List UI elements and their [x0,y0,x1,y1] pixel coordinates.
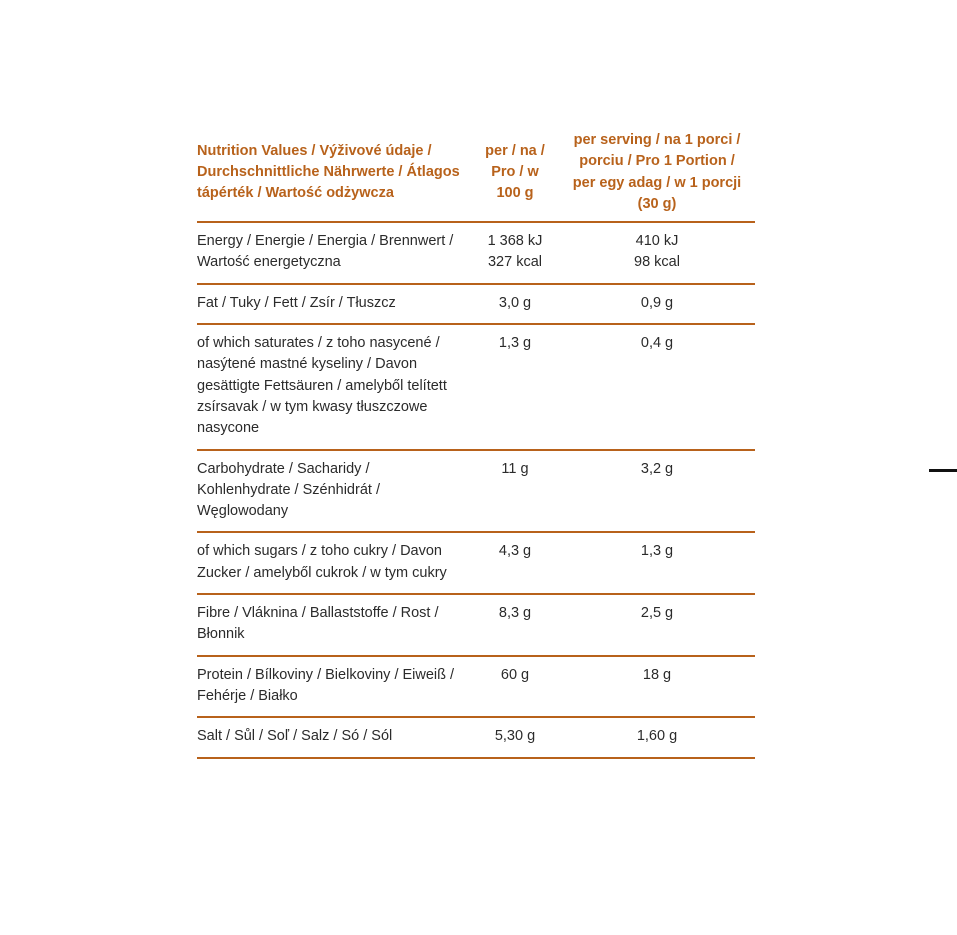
value-per-100g: 8,3 g [475,594,555,656]
value-per-serving: 18 g [555,656,755,718]
header-per-100g: per / na / Pro / w 100 g [475,130,555,222]
table-row-protein [197,656,755,718]
table-row-sugars [197,532,755,594]
value-per-100g: 1,3 g [475,324,555,449]
nutrition-table [197,130,755,759]
table-row-energy [197,222,755,284]
header-per-serving: per serving / na 1 porci / porciu / Pro 1 Portion / per egy adag / w 1 porcji (30 g) [555,130,755,222]
nutrient-name: Carbohydrate / Sacharidy / Kohlenhydrate / Szénhidrát / Węglowodany [197,450,475,533]
header-nutrition-values: Nutrition Values / Výživové údaje / Durchschnittliche Nährwerte / Átlagos tápérték / Wartość odżywcza [197,130,475,222]
nutrient-name: of which saturates / z toho nasycené / nasýtené mastné kyseliny / Davon gesättigte Fettsäuren / amelyből telített zsírsavak / w tym kwasy tłuszczowe nasycone [197,324,475,449]
value-per-serving: 1,60 g [555,717,755,757]
value-per-100g: 3,0 g [475,284,555,324]
value-per-100g [475,222,555,284]
table-row-carbohydrate [197,450,755,533]
value-per-100g: 4,3 g [475,532,555,594]
value-per-serving: 0,4 g [555,324,755,449]
table-row-fibre [197,594,755,656]
value-line: 1 368 kJ [487,233,543,250]
table-row-fat [197,284,755,324]
value-per-serving: 2,5 g [555,594,755,656]
nutrient-name: Fibre / Vláknina / Ballaststoffe / Rost / Błonnik [197,594,475,656]
nutrient-name: Fat / Tuky / Fett / Zsír / Tłuszcz [197,284,475,324]
nutrient-name: Protein / Bílkoviny / Bielkoviny / Eiweiß / Fehérje / Białko [197,656,475,718]
table-row-salt [197,717,755,757]
value-line: 410 kJ [635,233,679,250]
value-per-100g: 60 g [475,656,555,718]
value-per-serving [555,222,755,284]
value-per-serving: 3,2 g [555,450,755,533]
nutrient-name: of which sugars / z toho cukry / Davon Zucker / amelyből cukrok / w tym cukry [197,532,475,594]
value-line: 327 kcal [487,254,542,271]
value-per-serving: 0,9 g [555,284,755,324]
value-line: 98 kcal [634,254,680,271]
value-per-100g: 5,30 g [475,717,555,757]
nutrient-name: Salt / Sůl / Soľ / Salz / Só / Sól [197,717,475,757]
side-dash-divider [929,469,957,472]
value-per-100g: 11 g [475,450,555,533]
table-header-row [197,130,755,222]
value-per-serving: 1,3 g [555,532,755,594]
nutrient-name: Energy / Energie / Energia / Brennwert / Wartość energetyczna [197,222,475,284]
table-row-saturates [197,324,755,449]
